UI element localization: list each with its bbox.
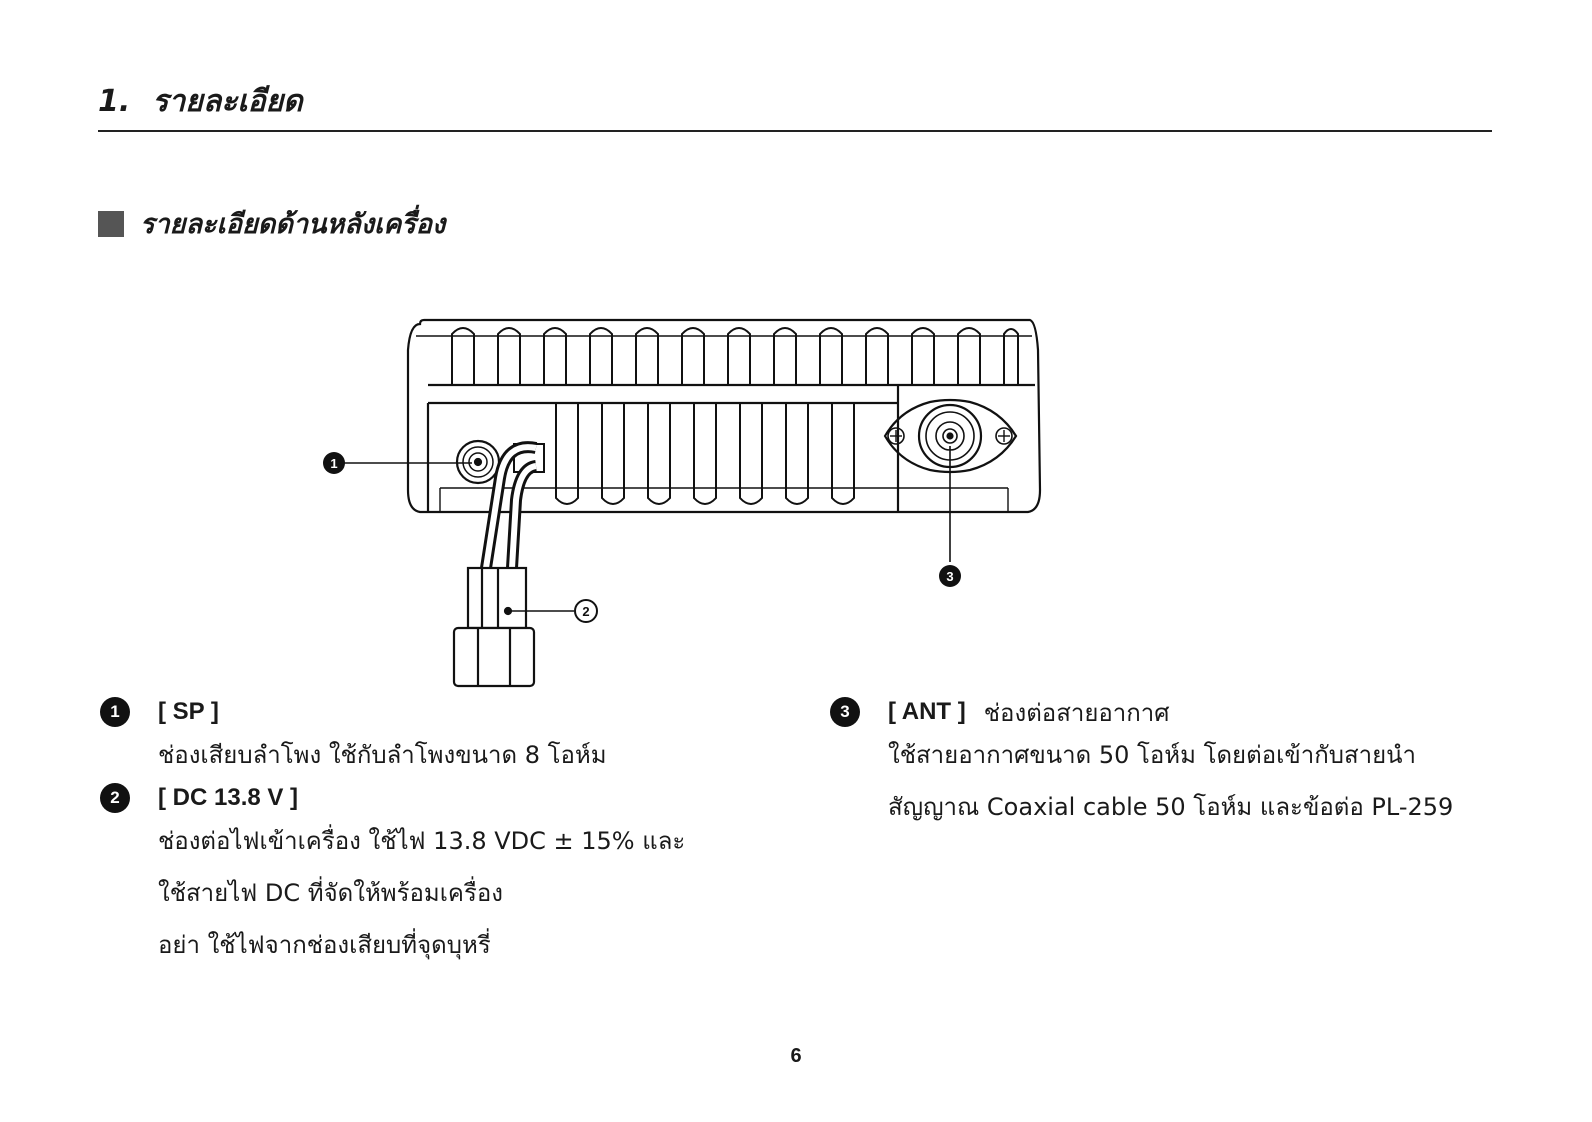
callout-marker-3 — [939, 565, 961, 587]
svg-text:3: 3 — [946, 569, 954, 584]
section-title — [98, 78, 303, 125]
svg-text:1: 1 — [330, 456, 338, 471]
svg-text:2: 2 — [582, 604, 590, 619]
ant-label-suffix: ช่องต่อสายอากาศ — [983, 698, 1170, 727]
rear-panel-diagram — [300, 310, 1060, 704]
dc-heading — [100, 781, 685, 815]
dc-description-line-1: ช่องต่อไฟเข้าเครื่อง ใช้ไฟ 13.8 VDC ± 15% และ — [158, 827, 686, 855]
ant-description-line-1: ใช้สายอากาศขนาด 50 โอห์ม โดยต่อเข้ากับสายนำ — [888, 741, 1417, 769]
section-number: 1. — [98, 84, 131, 119]
dc-description-line-2: ใช้สายไฟ DC ที่จัดให้พร้อมเครื่อง — [158, 879, 503, 907]
marker-3-icon: 3 — [830, 697, 860, 727]
marker-1-icon: 1 — [100, 697, 130, 727]
ant-label: [ ANT ] — [888, 698, 966, 725]
dc-description-line-3: อย่า ใช้ไฟจากช่องเสียบที่จุดบุหรี่ — [158, 931, 491, 959]
ant-description-line-2: สัญญาณ Coaxial cable 50 โอห์ม และข้อต่อ PL-259 — [888, 793, 1454, 821]
connector-descriptions-left — [100, 695, 685, 971]
marker-2-icon: 2 — [100, 783, 130, 813]
sp-label: [ SP ] — [158, 698, 219, 725]
callout-marker-2 — [575, 600, 597, 622]
rear-panel-illustration — [300, 310, 1060, 700]
dc-label: [ DC 13.8 V ] — [158, 784, 299, 811]
callout-marker-1 — [323, 452, 345, 474]
subsection-title: รายละเอียดด้านหลังเครื่อง — [140, 209, 446, 240]
page-number: 6 — [790, 1045, 802, 1067]
sp-heading — [100, 695, 685, 729]
sp-description: ช่องเสียบลำโพง ใช้กับลำโพงขนาด 8 โอห์ม — [158, 741, 607, 769]
subsection-heading — [98, 202, 445, 245]
ant-heading — [830, 695, 1453, 729]
section-title-text: รายละเอียด — [152, 84, 303, 119]
connector-descriptions-right — [830, 695, 1453, 833]
square-bullet-icon — [98, 211, 124, 237]
title-divider — [98, 130, 1492, 132]
